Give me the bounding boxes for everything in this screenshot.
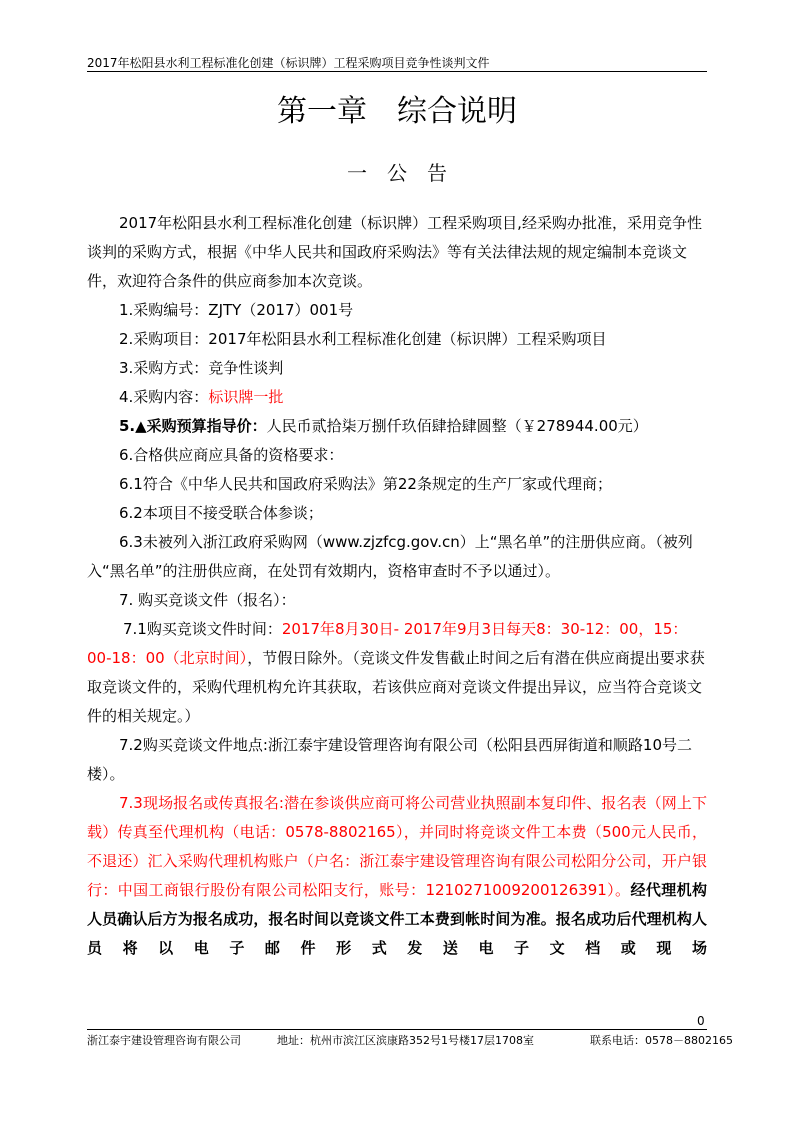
purchase-time-notes: ，节假日除外。（竞谈文件发售截止时间之后有潜在供应商提出要求获取竞谈文件的，采购代理机构允许其获取，若该供应商对竞谈文件提出异议，应当符合竞谈文件的相关规定。） bbox=[87, 649, 705, 725]
header-divider bbox=[87, 71, 707, 72]
purchase-time-window: 2017年8月30日- 2017年9月3日每天8：30-12：00，15：00-18：00（北京时间） bbox=[87, 620, 688, 667]
item-qualifications: 6.合格供应商应具备的资格要求： bbox=[119, 446, 344, 464]
item-procurement-number: 1.采购编号：ZJTY（2017）001号 bbox=[119, 301, 354, 319]
purchase-time-prefix: 7.1购买竞谈文件时间： bbox=[123, 620, 282, 638]
item-budget bbox=[87, 412, 707, 441]
item-purchase-docs: 7. 购买竞谈文件（报名）： bbox=[119, 591, 296, 609]
content-label: 4.采购内容： bbox=[119, 388, 209, 406]
content-value: 标识牌一批 bbox=[208, 388, 284, 406]
section-title: 一 公 告 bbox=[347, 161, 447, 185]
document-header-title: 2017年松阳县水利工程标准化创建（标识牌）工程采购项目竞争性谈判文件 bbox=[87, 56, 490, 70]
registration-instructions: 7.3现场报名或传真报名:潜在参谈供应商可将公司营业执照副本复印件、报名表（网上下载）传真至代理机构（电话：0578-8802165），并同时将竞谈文件工本费（500元人民币，不退还）汇入采购代理机构账户（户名：浙江泰宇建设管理咨询有限公司松阳分公司，开户银行：中国工商银行股份有限公司松阳支行，账号：1210271009200126391）。 bbox=[87, 794, 707, 899]
footer-phone: 联系电话：0578－8802165 bbox=[590, 1034, 733, 1047]
page-number: 0 bbox=[697, 1014, 705, 1028]
item-purchase-location: 7.2购买竞谈文件地点:浙江泰宇建设管理咨询有限公司（松阳县西屏街道和顺路10号二楼）。 bbox=[87, 736, 692, 783]
footer-divider bbox=[87, 1029, 707, 1030]
announcement-body bbox=[87, 209, 707, 963]
budget-label: 5.▲采购预算指导价： bbox=[119, 417, 267, 435]
item-qualification-6-1: 6.1符合《中华人民共和国政府采购法》第22条规定的生产厂家或代理商； bbox=[119, 475, 612, 493]
item-procurement-content bbox=[87, 383, 707, 412]
footer-address: 地址：杭州市滨江区滨康路352号1号楼17层1708室 bbox=[277, 1034, 534, 1047]
footer-company: 浙江泰宇建设管理咨询有限公司 bbox=[87, 1034, 241, 1047]
item-procurement-method: 3.采购方式：竞争性谈判 bbox=[119, 359, 284, 377]
item-registration bbox=[87, 789, 707, 963]
chapter-title: 第一章 综合说明 bbox=[277, 94, 517, 129]
item-qualification-6-2: 6.2本项目不接受联合体参谈； bbox=[119, 504, 323, 522]
item-procurement-project: 2.采购项目：2017年松阳县水利工程标准化创建（标识牌）工程采购项目 bbox=[119, 330, 607, 348]
item-purchase-time bbox=[87, 615, 707, 731]
item-qualification-6-3: 6.3未被列入浙江政府采购网（www.zjzfcg.gov.cn）上“黑名单”的注册供应商。（被列入“黑名单”的注册供应商，在处罚有效期内，资格审查时不予以通过）。 bbox=[87, 533, 693, 580]
budget-value: 人民币贰拾柒万捌仟玖佰肆拾肆圆整（￥278944.00元） bbox=[266, 417, 648, 435]
intro-paragraph: 2017年松阳县水利工程标准化创建（标识牌）工程采购项目,经采购办批准，采用竞争性谈判的采购方式，根据《中华人民共和国政府采购法》等有关法律法规的规定编制本竞谈文件，欢迎符合条件的供应商参加本次竞谈。 bbox=[87, 214, 702, 290]
registration-confirmation: 经代理机构人员确认后方为报名成功，报名时间以竞谈文件工本费到帐时间为准。报名成功后代理机构人员将以电子邮件形式发送电子文档或现场 bbox=[87, 881, 707, 957]
